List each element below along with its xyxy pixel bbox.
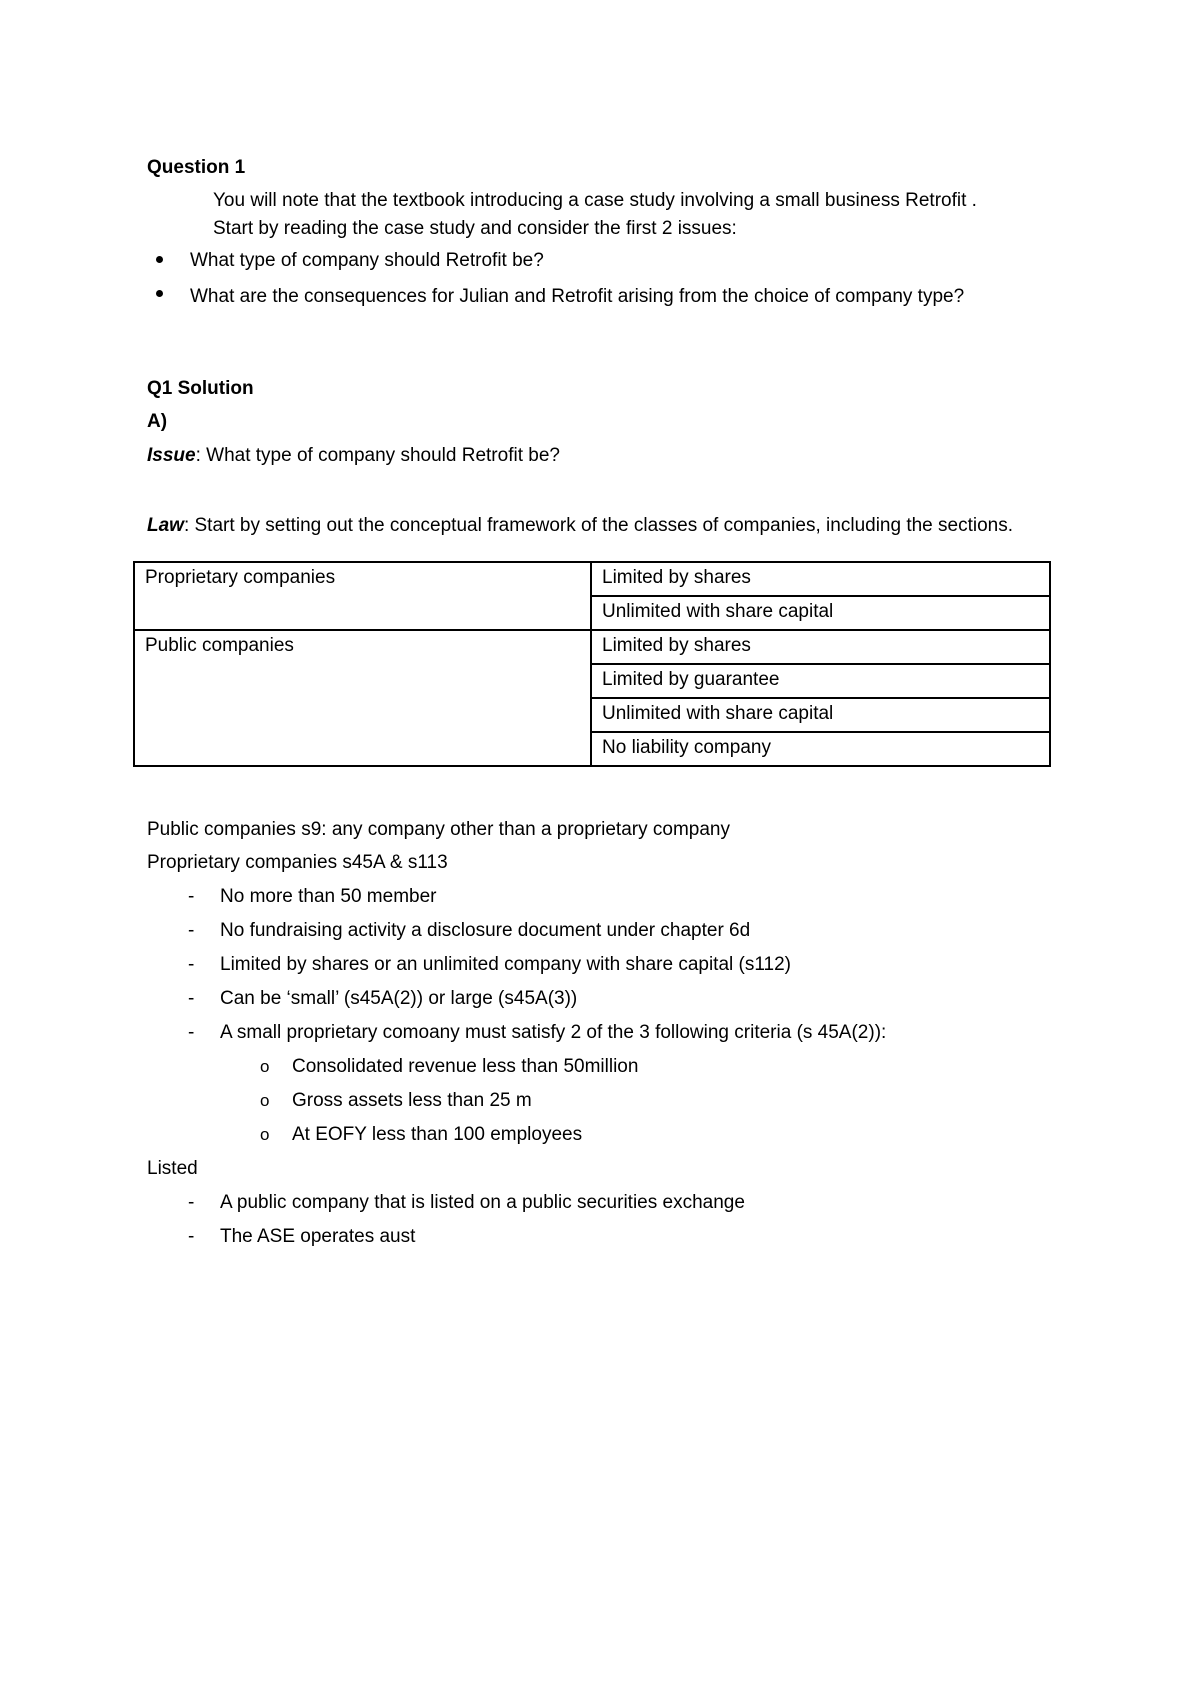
question-intro-line-2: Start by reading the case study and consider the first 2 issues: xyxy=(213,218,737,239)
circle-bullet-icon: o xyxy=(260,1091,270,1110)
table-cell-type: Unlimited with share capital xyxy=(591,698,1050,732)
table-cell-group: Public companies xyxy=(134,630,591,766)
table-cell-type: Limited by shares xyxy=(591,562,1050,596)
issue-label: Issue xyxy=(147,445,196,466)
dash-bullet-icon: - xyxy=(188,954,195,975)
dash-bullet-icon: - xyxy=(188,1192,195,1213)
solution-heading: Q1 Solution xyxy=(147,378,254,399)
question-bullet-2: What are the consequences for Julian and Retrofit arising from the choice of company type? xyxy=(190,286,965,307)
law-text: : Start by setting out the conceptual framework of the classes of companies, including the sections. xyxy=(183,515,1014,536)
listed-point: The ASE operates aust xyxy=(220,1226,416,1247)
listed-heading: Listed xyxy=(147,1158,198,1179)
dash-bullet-icon: - xyxy=(188,1022,195,1043)
table-cell-type: No liability company xyxy=(591,732,1050,766)
table-cell-type: Limited by guarantee xyxy=(591,664,1050,698)
question-bullet-1: What type of company should Retrofit be? xyxy=(190,250,544,271)
proprietary-point: Limited by shares or an unlimited company with share capital (s112) xyxy=(220,954,791,975)
issue-text: : What type of company should Retrofit be? xyxy=(195,445,560,466)
table-row xyxy=(134,630,1050,664)
criteria-item: Consolidated revenue less than 50million xyxy=(292,1056,639,1077)
table-row xyxy=(134,562,1050,596)
criteria-item: At EOFY less than 100 employees xyxy=(292,1124,583,1145)
proprietary-point: No fundraising activity a disclosure document under chapter 6d xyxy=(220,920,751,941)
proprietary-point: No more than 50 member xyxy=(220,886,437,907)
law-label: Law xyxy=(147,515,184,536)
dash-bullet-icon: - xyxy=(188,920,195,941)
bullet-dot-icon xyxy=(156,290,163,297)
proprietary-point: A small proprietary comoany must satisfy 2 of the 3 following criteria (s 45A(2)): xyxy=(220,1022,887,1043)
listed-point: A public company that is listed on a public securities exchange xyxy=(220,1192,745,1213)
criteria-item: Gross assets less than 25 m xyxy=(292,1090,532,1111)
question-intro-line-1: You will note that the textbook introducing a case study involving a small business Retrofit . xyxy=(213,190,977,211)
bullet-dot-icon xyxy=(156,256,163,263)
dash-bullet-icon: - xyxy=(188,988,195,1009)
table-cell-type: Unlimited with share capital xyxy=(591,596,1050,630)
dash-bullet-icon: - xyxy=(188,1226,195,1247)
table-cell-type: Limited by shares xyxy=(591,630,1050,664)
solution-part: A) xyxy=(147,411,168,432)
public-companies-line: Public companies s9: any company other than a proprietary company xyxy=(147,819,730,840)
dash-bullet-icon: - xyxy=(188,886,195,907)
circle-bullet-icon: o xyxy=(260,1125,270,1144)
question-heading: Question 1 xyxy=(147,157,246,178)
issue-line xyxy=(147,444,560,468)
proprietary-companies-line: Proprietary companies s45A & s113 xyxy=(147,852,448,873)
company-classes-table xyxy=(133,561,1051,767)
table-cell-group: Proprietary companies xyxy=(134,562,591,630)
law-paragraph xyxy=(147,512,1020,539)
proprietary-point: Can be ‘small’ (s45A(2)) or large (s45A(3)) xyxy=(220,988,578,1009)
circle-bullet-icon: o xyxy=(260,1057,270,1076)
